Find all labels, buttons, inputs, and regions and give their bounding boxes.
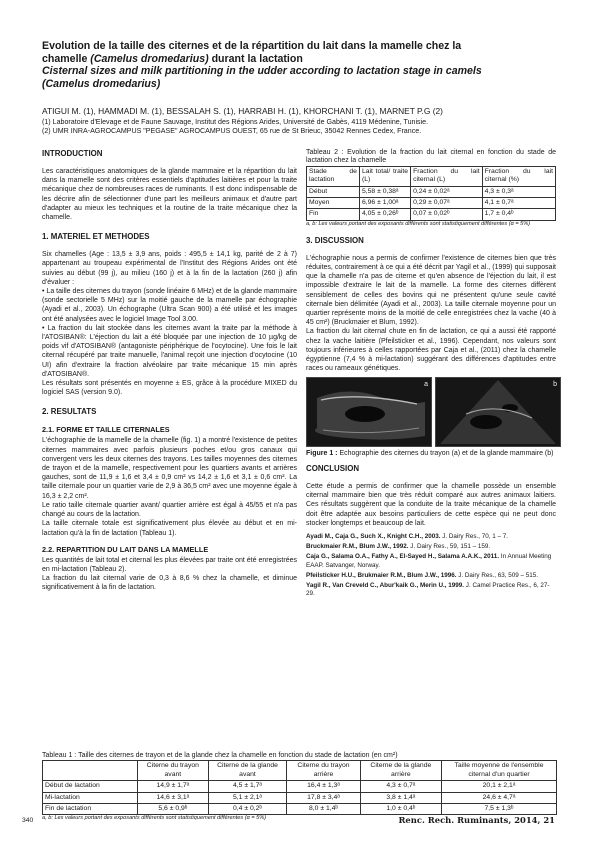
table2-cell: Fin xyxy=(307,209,360,220)
table1-header: Taille moyenne de l'ensemble citernal d'un quartier xyxy=(442,761,557,781)
table1-cell: Mi-lactation xyxy=(43,792,138,803)
ultrasound-image-b xyxy=(435,377,561,447)
figure-label-b: b xyxy=(553,381,557,389)
table1-header: Citerne de la glande avant xyxy=(208,761,287,781)
reference-source: In Annual Meeting EAAP. Satvanger, Norway. xyxy=(306,553,552,569)
results-p1: L'échographie de la mamelle de la chamelle (fig. 1) a montré l'existence de petites citernes mammaires avec parfois plusieurs poches et/ou gros canaux qui convergent vers les deux citernes des trayons. Les tailles moyennes des citernes de trayon et de la mamelle, respectivement pour les quartiers avants et arrières gauches, sont de 11,9 ± 1,6 et 3,4 ± 0,9 cm² vs 14,2 ± 1,6 et 3,1 ± 0,6 cm². La taille citernale pour un quartier varie de 2,9 à 36,5 cm² avec une moyenne égale à 16,3 ± 2,2 cm². xyxy=(42,437,297,500)
table1-header: Citerne du trayon avant xyxy=(138,761,209,781)
title-fr-post: durant la lactation xyxy=(208,52,303,65)
table1-cell: 4,5 ± 1,7ᵃ xyxy=(208,781,287,792)
figure-caption-text: Echographie des citernes du trayon (a) et de la glande mammaire (b) xyxy=(337,450,554,458)
table1-cell: 24,6 ± 4,7ᵃ xyxy=(442,792,557,803)
reference-item xyxy=(306,533,556,541)
conclusion-heading: CONCLUSION xyxy=(306,463,360,473)
affiliation-1: (1) Laboratoire d'Elevage et de Faune Sauvage, Institut des Régions Arides, Université de Gabès, 4119 Médenine, Tunisie. xyxy=(42,118,429,126)
figure-label-a: a xyxy=(424,381,428,389)
ultrasound-image-a xyxy=(306,377,432,447)
table1-cell: 3,8 ± 1,4ᵃ xyxy=(360,792,441,803)
conclusion-section xyxy=(306,464,556,528)
table1-cell: 5,6 ± 0,9ᵇ xyxy=(138,804,209,815)
discussion-section xyxy=(306,236,556,374)
reference-authors: Pfeilsticker H.U., Brukmaier R.M., Blum J.W., 1996. xyxy=(306,571,457,579)
reference-item xyxy=(306,582,556,598)
reference-source: J. Dairy Res., 59, 151 – 159. xyxy=(408,543,491,551)
authors: ATIGUI M. (1), HAMMADI M. (1), BESSALAH S. (1), HARRABI H. (1), KHORCHANI T. (1), MARNET P.G (2) xyxy=(42,106,443,116)
conclusion-text: Cette étude a permis de confirmer que la chamelle possède un ensemble citernal mammaire bien que très réduit comparé aux autres animaux laitiers. Ces résultats suggèrent que la conduite de la traite mécanique de la chamelle doit être adaptée aux besoins particuliers de cette espèce qui ne peut donc stocker longtemps et beaucoup de lait. xyxy=(306,482,556,527)
ultrasound-b-graphic xyxy=(436,378,560,446)
table2-cell: 0,29 ± 0,07ᵃ xyxy=(411,198,483,209)
results-p4: Les quantités de lait total et citernal les plus élevées par traite ont été enregistrées en mi-lactation (Tableau 2). xyxy=(42,556,297,573)
title-fr-pre: chamelle xyxy=(42,52,91,65)
table1-note: a, b: Les valeurs portant des exposants différents sont statistiquement différentes (α = 5%) xyxy=(42,815,267,822)
reference-item xyxy=(306,553,556,569)
reference-source: J. Dairy Res., 63, 509 – 515. xyxy=(456,571,539,579)
references xyxy=(306,533,556,598)
table1-cell: 17,8 ± 3,4ᵃ xyxy=(287,792,360,803)
results-section xyxy=(42,407,297,592)
results-sub2: 2.2. REPARTITION DU LAIT DANS LA MAMELLE xyxy=(42,544,209,554)
table1-cell: 16,4 ± 1,3ᵃ xyxy=(287,781,360,792)
table-row xyxy=(307,209,556,220)
reference-authors: Yagil R., Van Creveld C., Abur'kaik G., Merin U., 1999. xyxy=(306,581,465,589)
results-p5: La fraction du lait citernal varie de 0,3 à 8,6 % chez la chamelle, et diminue significativement à la fin de lactation. xyxy=(42,575,297,592)
table1-cell: 0,4 ± 0,2ᵇ xyxy=(208,804,287,815)
table2-cell: Début xyxy=(307,186,360,197)
title-fr-line2 xyxy=(42,53,554,66)
table1-cell: 1,0 ± 0,4ᵇ xyxy=(360,804,441,815)
page-number: 340 xyxy=(22,817,34,824)
table2-header: Fraction du lait citernal (%) xyxy=(482,166,555,186)
affiliation-2: (2) UMR INRA-AGROCAMPUS "PEGASE" AGROCAMPUS OUEST, 65 rue de St Brieuc, 35042 Rennes Cedex, France. xyxy=(42,127,422,136)
table1-caption: Tableau 1 : Taille des citernes de trayon et de la glande chez la chamelle en fonction du stade de lactation (en cm²) xyxy=(42,752,398,759)
table1-cell: Fin de lactation xyxy=(43,804,138,815)
discussion-p1: L'échographie nous a permis de confirmer l'existence de citernes bien que très réduites, contrairement à ce qui a été décrit par Yagil et al., (1999) qui supposait que la chamelle n'a pas de citerne et qu'en absence de l'éjection du lait, il est impossible d'extraire le lait de la mamelle. La forme des citernes diffèrent sensiblement de celles des bovins qui ne présentent qu'une seule cavité citernale bien délimitée (Ayadi et al., 2003). La taille citernale moyenne pour un quartier représente moins de la moitié de celle enregistrées chez la vache (40 à 45 cm²) (Bruckmaier et Blum, 1992). xyxy=(306,254,556,327)
table2-cell: 0,24 ± 0,02ᵃ xyxy=(411,186,483,197)
reference-item xyxy=(306,543,556,551)
right-column xyxy=(306,149,556,600)
table2-cell: 4,05 ± 0,26ᵇ xyxy=(359,209,410,220)
table2-cell: 0,07 ± 0,02ᵇ xyxy=(411,209,483,220)
table1-cell: Début de lactation xyxy=(43,781,138,792)
ultrasound-a-graphic xyxy=(307,378,431,446)
table1 xyxy=(42,760,557,815)
table2-cell: 6,96 ± 1,00ᵃ xyxy=(359,198,410,209)
discussion-heading: 3. DISCUSSION xyxy=(306,235,364,245)
reference-authors: Ayadi M., Caja G., Such X., Knight C.H., 2003. xyxy=(306,532,441,540)
table1-block xyxy=(42,752,557,822)
results-p2: Le ratio taille citernale quartier avant/ quartier arrière est égal à 45/55 et n'a pas changé au cours de la lactation. xyxy=(42,501,297,519)
figure-1 xyxy=(306,377,556,447)
reference-authors: Bruckmaier R.M., Blum J.W., 1992. xyxy=(306,543,409,551)
table1-cell: 4,3 ± 0,7ᵃ xyxy=(360,781,441,792)
title-fr-species: (Camelus dromedarius) xyxy=(90,52,209,65)
left-column xyxy=(42,149,297,603)
reference-source: J. Dairy Res., 70, 1 – 7. xyxy=(440,532,509,540)
table2-note: a, b: Les valeurs portant des exposants différents sont statistiquement différentes (α = 5%) xyxy=(306,220,531,227)
paper-title xyxy=(42,40,554,90)
discussion-p2: La fraction du lait citernal chute en fin de lactation, ce qui a aussi été rapporté chez la vache laitière (Pfeilsticker et al., 1996). Cependant, nos valeurs sont toujours inférieures à celles rapportées par Caja et al., (2011) chez la chamelle égyptienne (7,4 % à mi-lactation) suggérant des différences d'aptitudes entre races ou rameaux génétiques. xyxy=(306,328,556,373)
table1-cell: 14,6 ± 3,1ᵃ xyxy=(138,792,209,803)
table2-cell: Moyen xyxy=(307,198,360,209)
table-row xyxy=(43,781,557,792)
introduction-text: Les caractéristiques anatomiques de la glande mammaire et la répartition du lait dans la mamelle sont des critères essentiels d'aptitudes laitières et pour la traite mécanique chez de nombreuses races de ruminants. Il est donc indispensable de les décrire afin de sélectionner d'une part les meilleurs animaux et d'autre part d'adapter au mieux les techniques et la routine de la traite mécanique chez la chamelle. xyxy=(42,168,297,222)
table-row xyxy=(307,198,556,209)
figure-1-caption xyxy=(306,450,556,458)
methods-section xyxy=(42,232,297,397)
table2-caption: Tableau 2 : Evolution de la fraction du lait citernal en fonction du stade de lactation chez la chamelle xyxy=(306,149,556,165)
table2-header-row xyxy=(307,166,556,186)
reference-source: J. Camel Practice Res., 6, 27-29. xyxy=(306,581,550,598)
introduction-heading: INTRODUCTION xyxy=(42,149,103,158)
table1-header: Citerne de la glande arrière xyxy=(360,761,441,781)
reference-item xyxy=(306,572,556,580)
table2-cell: 1,7 ± 0,4ᵇ xyxy=(482,209,555,220)
table2-cell: 4,1 ± 0,7ᵃ xyxy=(482,198,555,209)
methods-heading: 1. MATERIEL ET METHODES xyxy=(42,232,150,242)
methods-p1: Six chamelles (Age : 13,5 ± 3,9 ans, poids : 495,5 ± 14,1 kg, parité de 2 à 7) appartenant au troupeau expérimental de l'Institut des Régions Arides ont été suivies au début (99 j), au milieu (160 j) et à la fin de la lactation (260 j) afin d'évaluer : xyxy=(42,251,297,286)
table-row xyxy=(43,804,557,815)
title-en-line1: Cisternal sizes and milk partitioning in the udder according to lactation stage in camels xyxy=(42,65,482,78)
methods-p4: Les résultats sont présentés en moyenne ± ES, grâce à la procédure MIXED du logiciel SAS (version 9.0). xyxy=(42,380,297,397)
title-en-line2: (Camelus dromedarius) xyxy=(42,77,161,90)
results-sub1: 2.1. FORME ET TAILLE CITERNALES xyxy=(42,425,170,435)
table2-cell: 4,3 ± 0,3ᵃ xyxy=(482,186,555,197)
results-heading: 2. RESULTATS xyxy=(42,407,97,417)
title-fr-line1: Evolution de la taille des citernes et de la répartition du lait dans la mamelle chez la xyxy=(42,40,462,52)
table1-cell: 7,5 ± 1,3ᵇ xyxy=(442,804,557,815)
table2 xyxy=(306,166,556,221)
methods-p2: • La taille des citernes du trayon (sonde linéaire 6 MHz) et de la glande mammaire (sonde sectorielle 5 MHz) sur la moitié gauche de la mamelle par échographie (Ayadi et al., 2003). Un échographe (Ultra Scan 900) a été utilisé et les images ont été analysées avec le logiciel Image Tool 3.00. xyxy=(42,288,297,323)
introduction-section xyxy=(42,149,297,222)
affiliations xyxy=(42,118,554,136)
table-row xyxy=(307,186,556,197)
table2-header: Fraction du lait citernal (L) xyxy=(411,166,483,186)
results-p3: La taille citernale totale est significativement plus élevée au début et en mi-lactation qu'à la fin de lactation (Tableau 1). xyxy=(42,520,297,537)
table1-cell: 20,1 ± 2,1ᵃ xyxy=(442,781,557,792)
reference-authors: Caja G., Salama O.A., Fathy A., El-Sayed H., Salama A.A.K., 2011. xyxy=(306,553,500,561)
figure-caption-label: Figure 1 : xyxy=(306,450,338,458)
table1-cell: 5,1 ± 2,1ᵃ xyxy=(208,792,287,803)
table1-header xyxy=(43,761,138,781)
table2-cell: 5,58 ± 0,38ᵃ xyxy=(359,186,410,197)
table1-header-row xyxy=(43,761,557,781)
methods-p3: • La fraction du lait stockée dans les citernes avant la traite par la méthode à l'ATOSIBAN®: L'éjection du lait a été bloquée par une injection de 10 µg/kg de poids vif d'ATOSIBAN® (antagoniste périphérique de l'ocytocine). Une fois le lait citernal récupéré par traite manuelle, l'animal reçoit une injection d'ocytocine (10 UI) afin d'extraire la fraction alvéolaire par traite mécanique 15 min après d'ATOSIBAN®. xyxy=(42,324,297,378)
journal-footer: Renc. Rech. Ruminants, 2014, 21 xyxy=(398,815,555,825)
table2-header: Lait total/ traite (L) xyxy=(359,166,410,186)
table2-header: Stade de lactation xyxy=(307,166,360,186)
table1-cell: 14,9 ± 1,7ᵃ xyxy=(138,781,209,792)
table1-header: Citerne du trayon arrière xyxy=(287,761,360,781)
table1-cell: 8,0 ± 1,4ᵇ xyxy=(287,804,360,815)
table-row xyxy=(43,792,557,803)
